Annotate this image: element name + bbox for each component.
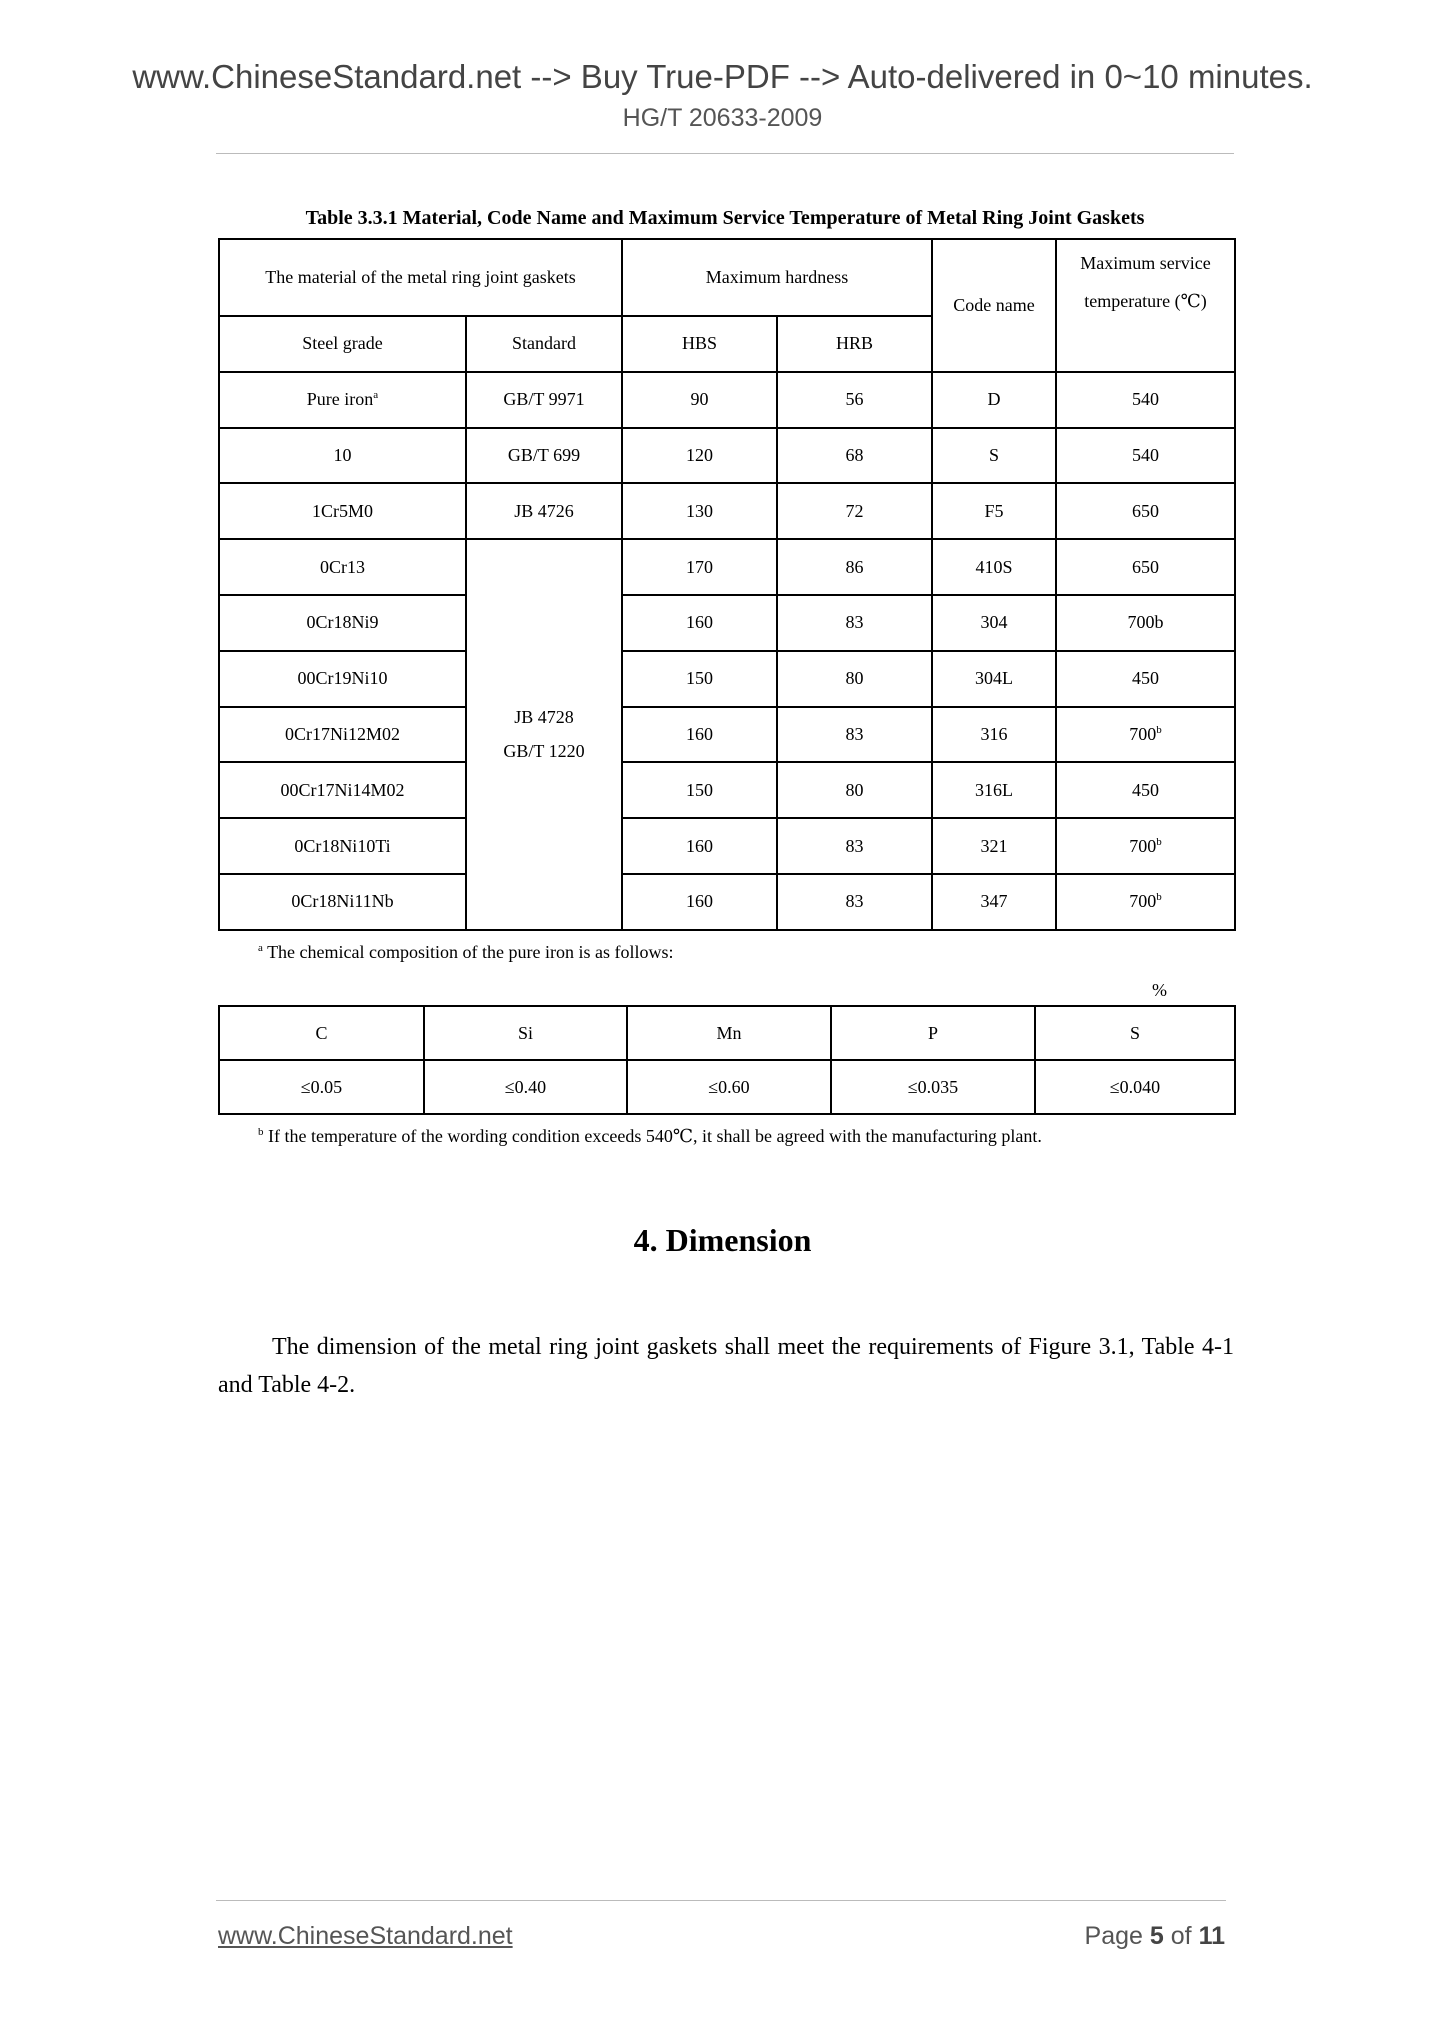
cell-grade: 1Cr5M0 [219,483,466,539]
composition-header-row [219,1006,1235,1060]
cell-code: S [932,428,1056,484]
cell-grade: 10 [219,428,466,484]
footnote-a: $^a$ The chemical composition of the pure iron is as follows: [258,942,674,962]
cell-hbs: 150 [622,651,777,707]
header-max-temp [1056,239,1235,372]
element-s: S [1035,1006,1235,1060]
header-hbs: HBS [622,316,777,372]
percent-unit: % [1152,980,1167,1000]
page-indicator: Page 5 of 11 [1084,1922,1225,1950]
cell-hrb: 83 [777,874,932,930]
cell-code: 316 [932,707,1056,763]
footnote-mark: b [1156,723,1162,736]
footnote-mark: b [1156,891,1162,904]
header-code-name: Code name [932,239,1056,372]
cell-standard-merged [466,539,622,930]
cell-temp: 540 [1056,372,1235,428]
table-row [219,818,1235,874]
document-id: HG/T 20633-2009 [622,104,823,132]
cell-hrb: 83 [777,595,932,651]
composition-value-row [219,1060,1235,1114]
footnote-mark: b [1156,835,1162,848]
cell-grade: Pure iron$^a$ [219,372,466,428]
cell-temp: 700$^b$ [1056,707,1235,763]
material-table [218,238,1236,931]
cell-temp: 700$^b$ [1056,874,1235,930]
cell-hrb: 68 [777,428,932,484]
cell-hrb: 83 [777,707,932,763]
value-si: ≤0.40 [424,1060,627,1114]
page-number: 5 [1149,1922,1164,1950]
value-c: ≤0.05 [219,1060,424,1114]
cell-hbs: 90 [622,372,777,428]
header-max-temp-line1: Maximum service [1080,253,1211,273]
header-steel-grade: Steel grade [219,316,466,372]
cell-hbs: 160 [622,595,777,651]
table-row [219,428,1235,484]
table-caption: Table 3.3.1 Material, Code Name and Maximum Service Temperature of Metal Ring Joint Gaskets [305,207,1145,229]
cell-hrb: 86 [777,539,932,595]
cell-code: 321 [932,818,1056,874]
merged-standard-line2: GB/T 1220 [503,741,585,762]
cell-temp: 450 [1056,651,1235,707]
footnote-mark: a [373,389,379,402]
section-paragraph: The dimension of the metal ring joint gaskets shall meet the requirements of Figure 3.1, Table 4-1 and Table 4-2. [218,1334,1234,1398]
cell-standard: GB/T 699 [466,428,622,484]
table-row [219,762,1235,818]
cell-grade: 0Cr13 [219,539,466,595]
cell-code: F5 [932,483,1056,539]
value-mn: ≤0.60 [627,1060,831,1114]
element-c: C [219,1006,424,1060]
cell-code: 304 [932,595,1056,651]
merged-standard-line1: JB 4728 [514,707,574,728]
cell-temp: 540 [1056,428,1235,484]
cell-hrb: 56 [777,372,932,428]
table-row [219,372,1235,428]
header-divider [216,153,1234,154]
header-standard: Standard [466,316,622,372]
value-p: ≤0.035 [831,1060,1035,1114]
cell-temp: 700$^b$ [1056,818,1235,874]
cell-temp: 650 [1056,483,1235,539]
cell-grade: 0Cr17Ni12M02 [219,707,466,763]
cell-code: 304L [932,651,1056,707]
cell-temp: 650 [1056,539,1235,595]
cell-hbs: 160 [622,707,777,763]
cell-hrb: 80 [777,762,932,818]
cell-hbs: 160 [622,874,777,930]
footer-link[interactable]: www.ChineseStandard.net [218,1922,513,1950]
cell-code: 316L [932,762,1056,818]
footer-divider [216,1900,1226,1901]
cell-grade: 00Cr19Ni10 [219,651,466,707]
cell-hbs: 150 [622,762,777,818]
section-title: 4. Dimension [633,1222,812,1258]
composition-table [218,1005,1236,1115]
cell-standard: JB 4726 [466,483,622,539]
table-row [219,539,1235,595]
header-max-hardness: Maximum hardness [622,239,932,316]
cell-hbs: 170 [622,539,777,595]
page-total: 11 [1198,1922,1225,1950]
header-material: The material of the metal ring joint gaskets [219,239,622,316]
cell-temp: 450 [1056,762,1235,818]
cell-code: 347 [932,874,1056,930]
header-max-temp-line2: temperature (℃) [1084,291,1207,311]
value-s: ≤0.040 [1035,1060,1235,1114]
cell-grade: 0Cr18Ni10Ti [219,818,466,874]
cell-hrb: 72 [777,483,932,539]
table-row [219,707,1235,763]
element-mn: Mn [627,1006,831,1060]
cell-grade: 0Cr18Ni9 [219,595,466,651]
cell-hbs: 160 [622,818,777,874]
cell-hrb: 80 [777,651,932,707]
table-header-row [219,239,1235,316]
table-row [219,874,1235,930]
element-si: Si [424,1006,627,1060]
cell-code: D [932,372,1056,428]
cell-standard: GB/T 9971 [466,372,622,428]
table-row [219,651,1235,707]
cell-grade: 0Cr18Ni11Nb [219,874,466,930]
cell-hrb: 83 [777,818,932,874]
header-banner: www.ChineseStandard.net --> Buy True-PDF --> Auto-delivered in 0~10 minutes. [132,58,1313,95]
cell-grade: 00Cr17Ni14M02 [219,762,466,818]
element-p: P [831,1006,1035,1060]
cell-hbs: 130 [622,483,777,539]
header-hrb: HRB [777,316,932,372]
table-row [219,483,1235,539]
footnote-b: $^b$ If the temperature of the wording condition exceeds 540℃, it shall be agreed with the manufacturing plant. [258,1126,1042,1146]
cell-temp: 700b [1056,595,1235,651]
cell-code: 410S [932,539,1056,595]
table-row [219,595,1235,651]
cell-hbs: 120 [622,428,777,484]
